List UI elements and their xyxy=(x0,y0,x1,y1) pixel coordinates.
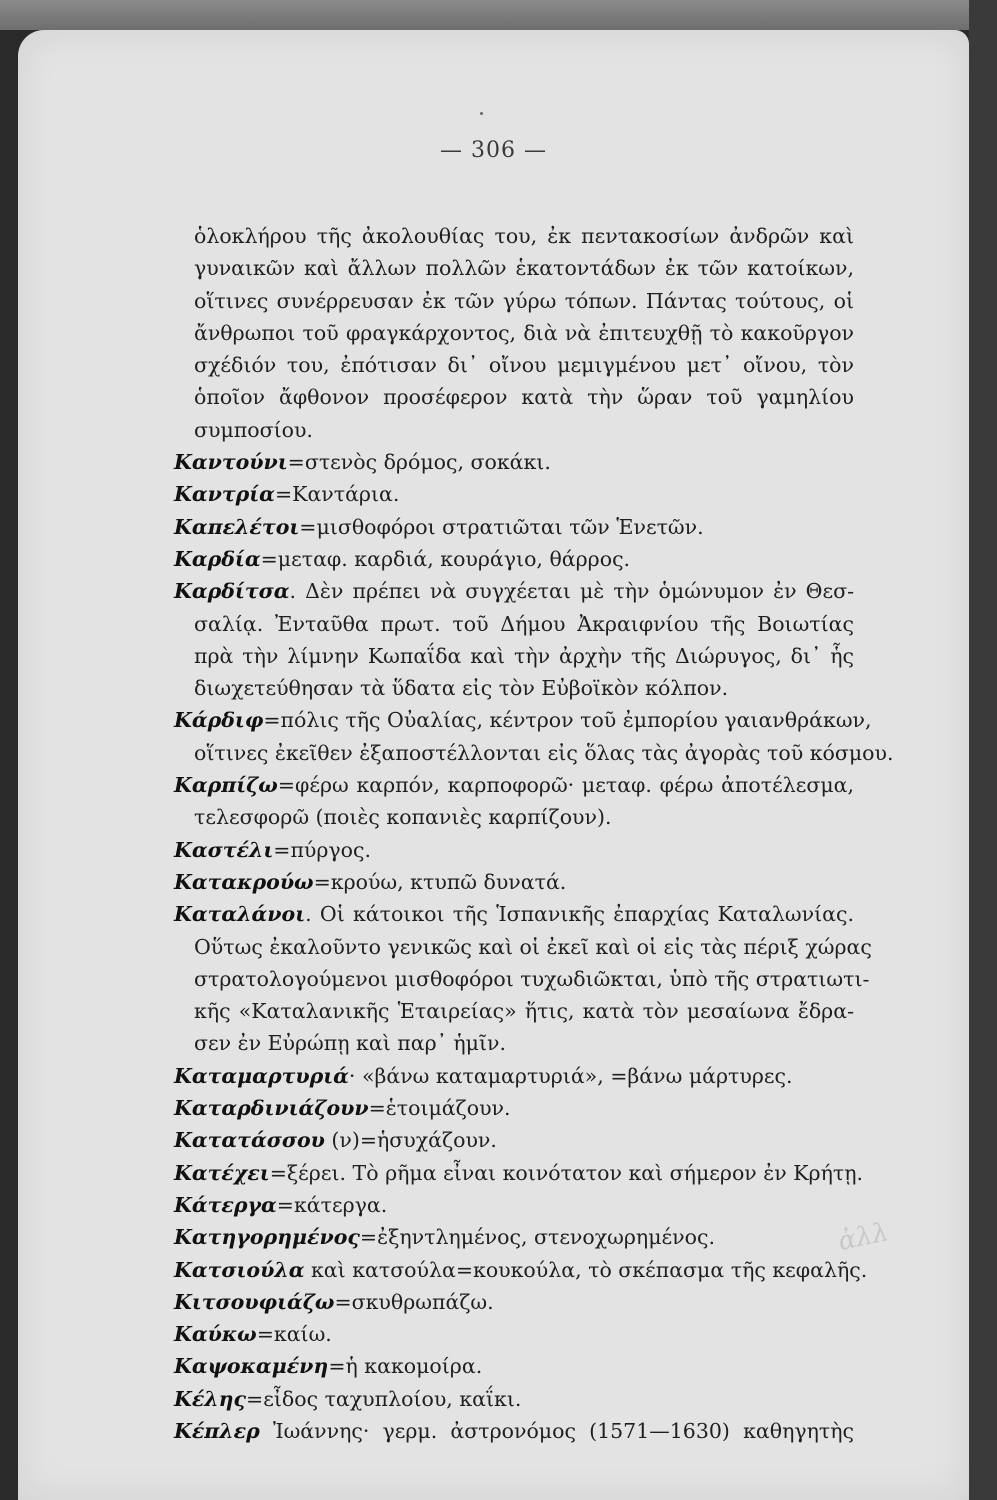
text-line xyxy=(174,317,854,349)
entry-text: ἄνθρωποι τοῦ φραγκάρχοντος, διὰ νὰ ἐπιτευχθῇ τὸ κακοῦργον xyxy=(194,320,854,345)
entry-term: Καταμαρτυριά xyxy=(174,1063,349,1088)
entry-text: Ἰωάννης· γερμ. ἀστρονόμος (1571—1630) καθηγητὴς xyxy=(259,1418,854,1443)
entry-text: στρατολογούμενοι μισθοφόροι τυχωδιῶκται, ὑπὸ τῆς στρατιωτι- xyxy=(194,966,870,991)
entry-text: σχέδιόν του, ἐπότισαν δι᾽ οἴνου μεμιγμένου μετ᾽ οἴνου, τὸν xyxy=(194,353,854,378)
glossary-entry-line xyxy=(174,1060,854,1092)
entry-text: οἵτινες ἐκεῖθεν ἐξαποστέλλονται εἰς ὅλας τὰς ἀγορὰς τοῦ κόσμου. xyxy=(194,740,894,765)
text-line xyxy=(174,414,854,446)
entry-term: Καρδία xyxy=(174,546,261,571)
entry-text: κῆς «Καταλανικῆς Ἑταιρείας» ἥτις, κατὰ τὸν μεσαίωνα ἔδρα- xyxy=(194,999,854,1024)
text-line xyxy=(174,1027,854,1059)
entry-text: =ἐξηντλημένος, στενοχωρημένος. xyxy=(359,1225,715,1250)
entry-text: ὁποῖον ἄφθονον προσέφερον κατὰ τὴν ὥραν τοῦ γαμηλίου xyxy=(194,385,854,410)
text-line xyxy=(174,349,854,381)
entry-text: τελεσφορῶ (ποιὲς κοπανιὲς καρπίζουν). xyxy=(194,805,612,830)
glossary-entry-line xyxy=(174,1383,854,1415)
text-line xyxy=(174,252,854,284)
entry-term: Κατσιούλα xyxy=(174,1257,305,1282)
entry-text: =ἡ κακομοίρα. xyxy=(328,1354,483,1379)
text-line xyxy=(174,381,854,413)
text-line xyxy=(174,285,854,317)
text-line xyxy=(174,672,854,704)
entry-term: Καταλάνοι xyxy=(174,902,306,927)
entry-text: Οὕτως ἐκαλοῦντο γενικῶς καὶ οἱ ἐκεῖ καὶ οἱ εἰς τὰς πέριξ χώρας xyxy=(194,934,872,959)
entry-text: (ν)=ἡσυχάζουν. xyxy=(324,1128,497,1153)
entry-text: σαλίᾳ. Ἐνταῦθα πρωτ. τοῦ Δήμου Ἀκραιφνίου τῆς Βοιωτίας xyxy=(194,611,854,636)
paper-speck xyxy=(480,112,483,115)
entry-term: Καπελέτοι xyxy=(174,514,300,539)
text-line xyxy=(174,963,870,995)
glossary-entry-line xyxy=(174,511,854,543)
entry-text: ὁλοκλήρου τῆς ἀκολουθίας του, ἐκ πεντακοσίων ἀνδρῶν καὶ xyxy=(194,224,854,248)
glossary-entry-line xyxy=(174,1124,854,1156)
entry-text: =κρούω, κτυπῶ δυνατά. xyxy=(313,869,567,894)
entry-term: Κατακρούω xyxy=(174,869,314,894)
glossary-entry-line xyxy=(174,446,854,478)
entry-text: =κάτεργα. xyxy=(276,1192,388,1217)
entry-term: Καύκω xyxy=(174,1322,257,1347)
entry-text: =μεταφ. καρδιά, κουράγιο, θάρρος. xyxy=(260,546,631,571)
entry-text: οἵτινες συνέρρευσαν ἐκ τῶν γύρω τόπων. Πάντας τούτους, οἱ xyxy=(194,288,854,313)
entry-text: =μισθοφόροι στρατιῶται τῶν Ἑνετῶν. xyxy=(299,514,704,539)
entry-term: Κατηγορημένος xyxy=(174,1225,360,1250)
entry-text: σεν ἐν Εὐρώπῃ καὶ παρ᾽ ἡμῖν. xyxy=(194,1031,507,1056)
entry-term: Καταρδινιάζουν xyxy=(174,1096,369,1121)
scan-background-top xyxy=(0,0,997,30)
entry-text: συμποσίου. xyxy=(194,417,313,442)
text-line xyxy=(174,737,894,769)
bleed-through-mark: ἀλλ xyxy=(835,1217,892,1258)
entry-text: . Οἱ κάτοικοι τῆς Ἱσπανικῆς ἐπαρχίας Καταλωνίας. xyxy=(305,902,854,927)
entry-text: πρὰ τὴν λίμνην Κωπαΐδα καὶ τὴν ἀρχὴν τῆς Διώρυγος, δι᾽ ἧς xyxy=(194,643,854,668)
entry-term: Καρδίτσα xyxy=(174,579,290,604)
text-line xyxy=(174,801,854,833)
entry-term: Καστέλι xyxy=(174,837,274,862)
glossary-entry-line xyxy=(174,1318,854,1350)
glossary-entry-line xyxy=(174,866,854,898)
glossary-entry-line xyxy=(174,1286,854,1318)
entry-term: Κέπλερ xyxy=(174,1418,260,1443)
glossary-entry-line xyxy=(174,1092,854,1124)
entry-text: =εἶδος ταχυπλοίου, καΐκι. xyxy=(246,1386,522,1411)
entry-text: =φέρω καρπόν, καρποφορῶ· μεταφ. φέρω ἀποτέλεσμα, xyxy=(277,773,854,798)
entry-term: Καψοκαμένη xyxy=(174,1354,329,1379)
glossary-entry-line xyxy=(174,1157,864,1189)
text-line xyxy=(174,931,872,963)
entry-term: Κάτεργα xyxy=(174,1192,277,1217)
text-line xyxy=(174,640,854,672)
entry-text: =στενὸς δρόμος, σοκάκι. xyxy=(287,450,551,475)
entry-text: =ἑτοιμάζουν. xyxy=(368,1096,511,1121)
glossary-entry-line xyxy=(174,478,854,510)
entry-text: =σκυθρωπάζω. xyxy=(334,1289,494,1314)
glossary-entry-line xyxy=(174,704,872,736)
entry-term: Κέλης xyxy=(174,1386,247,1411)
entry-text: · «βάνω καταμαρτυριά», =βάνω μάρτυρες. xyxy=(348,1063,793,1088)
glossary-entry-line xyxy=(174,1221,854,1253)
entry-text: =πόλις τῆς Οὐαλίας, κέντρον τοῦ ἐμπορίου γαιανθράκων, xyxy=(263,708,872,733)
entry-text: καὶ κατσούλα=κουκούλα, τὸ σκέπασμα τῆς κεφαλῆς. xyxy=(304,1257,868,1282)
entry-text: =Καντάρια. xyxy=(274,482,400,507)
entry-term: Κιτσουφιάζω xyxy=(174,1289,335,1314)
entry-term: Καντρία xyxy=(174,482,275,507)
entry-term: Καρπίζω xyxy=(174,773,278,798)
glossary-entry-line xyxy=(174,1254,868,1286)
page-number: — 306 — xyxy=(440,138,547,163)
glossary-entry-line xyxy=(174,1415,854,1447)
text-line xyxy=(174,608,854,640)
entry-term: Κατέχει xyxy=(174,1160,270,1185)
entry-term: Κάρδιφ xyxy=(174,708,264,733)
glossary-entry-line xyxy=(174,575,854,607)
entry-term: Καντούνι xyxy=(174,450,288,475)
text-line xyxy=(174,995,854,1027)
entry-text: =πύργος. xyxy=(273,837,372,862)
glossary-entry-line xyxy=(174,898,854,930)
glossary-entry-line xyxy=(174,543,854,575)
entry-text: . Δὲν πρέπει νὰ συγχέεται μὲ τὴν ὁμώνυμον ἐν Θεσ- xyxy=(289,579,854,604)
text-line xyxy=(174,220,854,252)
book-page xyxy=(18,30,969,1500)
entry-term: Κατατάσσου xyxy=(174,1128,325,1153)
glossary-entry-line xyxy=(174,1350,854,1382)
glossary-entry-line xyxy=(174,1189,854,1221)
glossary-entry-line xyxy=(174,769,854,801)
entry-text: γυναικῶν καὶ ἄλλων πολλῶν ἑκατοντάδων ἐκ τῶν κατοίκων, xyxy=(194,256,854,281)
scan-background-right xyxy=(969,0,997,1500)
entry-text: =καίω. xyxy=(256,1322,332,1347)
entry-text: διωχετεύθησαν τὰ ὕδατα εἰς τὸν Εὐβοϊκὸν κόλπον. xyxy=(194,676,729,701)
glossary-entry-line xyxy=(174,834,854,866)
entry-text: =ξέρει. Τὸ ρῆμα εἶναι κοινότατον καὶ σήμερον ἐν Κρήτῃ. xyxy=(269,1160,864,1185)
